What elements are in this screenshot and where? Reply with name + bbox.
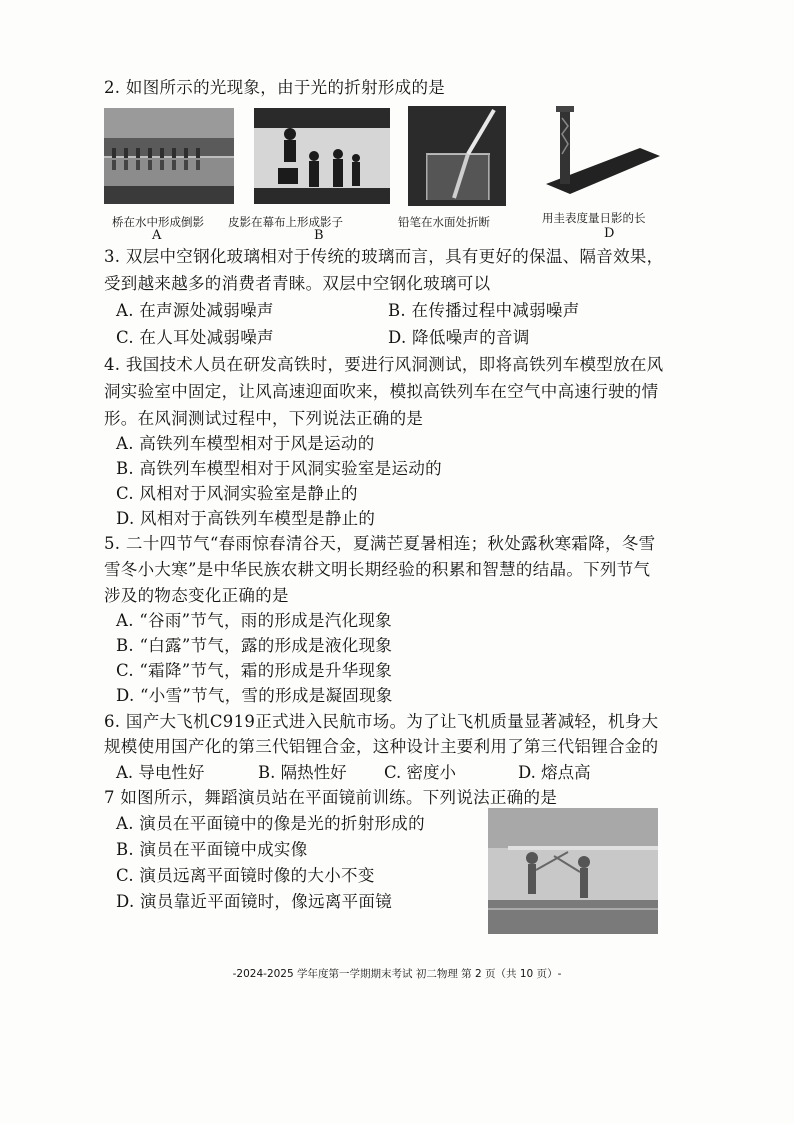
label-a: A [152, 228, 162, 243]
q2-stem: 2. 如图所示的光现象，由于光的折射形成的是 [104, 78, 446, 97]
q6-option-a[interactable]: A. 导电性好 [116, 763, 205, 782]
gnomon-image [540, 104, 662, 200]
label-b: B [314, 228, 324, 243]
dancer-mirror-image [488, 808, 658, 934]
q5-option-d[interactable]: D. “小雪”节气，雪的形成是凝固现象 [116, 686, 393, 705]
caption-b: 皮影在幕布上形成影子 [228, 215, 343, 229]
q3-option-b[interactable]: B. 在传播过程中减弱噪声 [388, 301, 580, 320]
pencil-in-water-image [408, 106, 506, 206]
q4-option-c[interactable]: C. 风相对于风洞实验室是静止的 [116, 484, 358, 503]
page-footer: -2024-2025 学年度第一学期期末考试 初二物理 第 2 页（共 10 页）- [232, 968, 562, 980]
q5-option-a[interactable]: A. “谷雨”节气，雨的形成是汽化现象 [116, 611, 392, 630]
shadow-puppet-image [254, 108, 390, 204]
q6-option-c[interactable]: C. 密度小 [384, 763, 457, 782]
q4-option-b[interactable]: B. 高铁列车模型相对于风洞实验室是运动的 [116, 459, 442, 478]
q3-line-1: 3. 双层中空钢化玻璃相对于传统的玻璃而言，具有更好的保温、隔音效果， [104, 247, 664, 266]
caption-d: 用圭表度量日影的长 [542, 211, 646, 225]
q3-option-c[interactable]: C. 在人耳处减弱噪声 [116, 328, 274, 347]
q7-option-a[interactable]: A. 演员在平面镜中的像是光的折射形成的 [116, 814, 425, 833]
caption-c: 铅笔在水面处折断 [398, 215, 490, 229]
q6-option-d[interactable]: D. 熔点高 [518, 763, 591, 782]
q5-line-1: 5. 二十四节气“春雨惊春清谷天，夏满芒夏暑相连；秋处露秋寒霜降，冬雪 [104, 534, 656, 553]
q5-option-c[interactable]: C. “霜降”节气，霜的形成是升华现象 [116, 661, 393, 680]
q5-line-2: 雪冬小大寒”是中华民族农耕文明长期经验的积累和智慧的结晶。下列节气 [104, 560, 651, 579]
q4-option-d[interactable]: D. 风相对于高铁列车模型是静止的 [116, 509, 376, 528]
label-d: D [604, 226, 615, 241]
q3-line-2: 受到越来越多的消费者青睐。双层中空钢化玻璃可以 [104, 274, 491, 293]
q4-line-1: 4. 我国技术人员在研发高铁时，要进行风洞测试，即将高铁列车模型放在风 [104, 355, 664, 374]
q5-option-b[interactable]: B. “白露”节气，露的形成是液化现象 [116, 636, 393, 655]
q6-line-2: 规模使用国产化的第三代铝锂合金，这种设计主要利用了第三代铝锂合金的 [104, 737, 659, 756]
caption-a: 桥在水中形成倒影 [112, 215, 204, 229]
q4-line-2: 洞实验室中固定，让风高速迎面吹来，模拟高铁列车在空气中高速行驶的情 [104, 382, 659, 401]
q6-option-b[interactable]: B. 隔热性好 [258, 763, 347, 782]
q4-option-a[interactable]: A. 高铁列车模型相对于风是运动的 [116, 434, 375, 453]
q4-line-3: 形。在风洞测试过程中，下列说法正确的是 [104, 409, 424, 428]
q7-option-d[interactable]: D. 演员靠近平面镜时，像远离平面镜 [116, 892, 393, 911]
q7-stem: 7 如图所示，舞蹈演员站在平面镜前训练。下列说法正确的是 [104, 788, 558, 807]
q3-option-a[interactable]: A. 在声源处减弱噪声 [116, 301, 274, 320]
bridge-reflection-image [104, 108, 234, 204]
q3-option-d[interactable]: D. 降低噪声的音调 [388, 328, 530, 347]
q7-option-b[interactable]: B. 演员在平面镜中成实像 [116, 840, 308, 859]
q5-line-3: 涉及的物态变化正确的是 [104, 586, 289, 605]
q7-option-c[interactable]: C. 演员远离平面镜时像的大小不变 [116, 866, 375, 885]
q6-line-1: 6. 国产大飞机C919正式进入民航市场。为了让飞机质量显著减轻，机身大 [104, 712, 659, 731]
